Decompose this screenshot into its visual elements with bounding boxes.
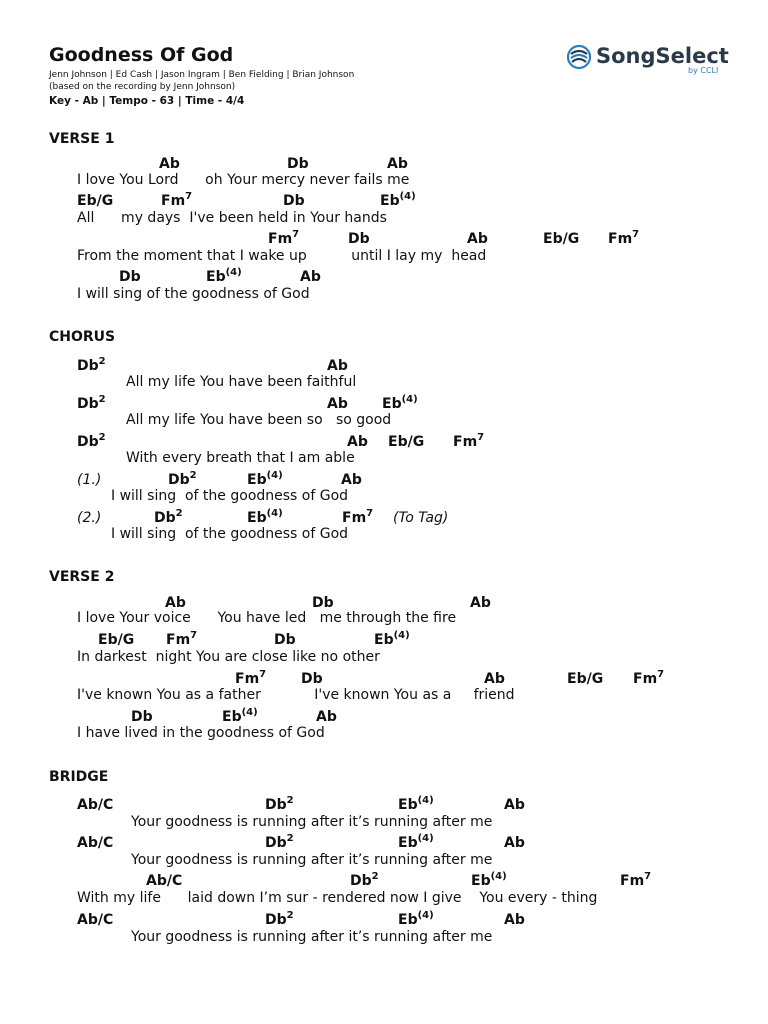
chord <box>247 472 283 488</box>
chord <box>312 595 334 611</box>
chord <box>347 434 368 450</box>
chord-extension: (4) <box>417 910 434 921</box>
section-heading: CHORUS <box>49 329 116 345</box>
chord-extension: 2 <box>286 910 294 921</box>
chord-root: Fm <box>161 193 186 209</box>
chord <box>316 709 337 725</box>
chord-root: Fm <box>268 231 293 247</box>
chord <box>119 269 141 285</box>
key-tempo-time: Key - Ab | Tempo - 63 | Time - 4/4 <box>49 95 245 107</box>
chord-root: Ab <box>300 269 321 285</box>
chord-extension: (4) <box>393 630 410 641</box>
chord-root: Db <box>312 595 334 611</box>
chord-extension: (4) <box>225 267 242 278</box>
chord <box>77 193 113 209</box>
chord-root: Ab <box>341 472 362 488</box>
chord-extension: 7 <box>292 229 300 240</box>
chord <box>380 193 416 209</box>
chord-extension: 2 <box>175 508 183 519</box>
chord-root: Db <box>283 193 305 209</box>
chord <box>166 632 197 648</box>
chord <box>268 231 299 247</box>
ending-marker: (1.) <box>77 472 102 488</box>
chord-root: Eb/G <box>77 193 114 209</box>
chord-root: Fm <box>453 434 478 450</box>
chord-root: Eb/G <box>98 632 135 648</box>
chord <box>484 671 505 687</box>
chord-root: Ab <box>316 709 337 725</box>
chord-root: Fm <box>620 873 645 889</box>
chord-extension: (4) <box>417 795 434 806</box>
chord-root: Eb <box>471 873 491 889</box>
chord <box>504 797 525 813</box>
chord <box>398 835 434 851</box>
chord-root: Fm <box>633 671 658 687</box>
lyric-line: I will sing of the goodness of God <box>77 286 310 302</box>
chord <box>98 632 134 648</box>
chord <box>453 434 484 450</box>
chord-root: Eb/G <box>388 434 425 450</box>
songselect-swirl-icon <box>566 44 592 70</box>
lyric-line: Your goodness is running after it’s running after me <box>131 929 493 945</box>
songselect-logo <box>566 42 729 76</box>
chord-root: Ab <box>504 797 525 813</box>
chord <box>327 396 348 412</box>
chord-root: Db <box>131 709 153 725</box>
chord <box>159 156 180 172</box>
chord-extension: 2 <box>98 356 106 367</box>
chord <box>77 396 106 412</box>
chord <box>467 231 488 247</box>
chord-root: Eb <box>398 797 418 813</box>
chord-root: Eb/G <box>567 671 604 687</box>
chord-root: Db <box>265 797 287 813</box>
lyric-line: All my life You have been so so good <box>126 412 392 428</box>
chord-root: Eb <box>206 269 226 285</box>
chord-extension: 7 <box>477 432 485 443</box>
chord <box>398 797 434 813</box>
chord <box>301 671 323 687</box>
chord-root: Ab <box>467 231 488 247</box>
chord <box>567 671 603 687</box>
chord-extension: (4) <box>399 191 416 202</box>
section-heading: BRIDGE <box>49 769 109 785</box>
chord-root: Fm <box>342 510 367 526</box>
chord <box>341 472 362 488</box>
chord-extension: (4) <box>417 833 434 844</box>
chord <box>470 595 491 611</box>
chord <box>265 797 294 813</box>
chord-extension: (4) <box>490 871 507 882</box>
chord-extension: 7 <box>366 508 374 519</box>
chord-root: Eb <box>398 835 418 851</box>
chord <box>161 193 192 209</box>
chord-extension: 2 <box>286 795 294 806</box>
chord <box>274 632 296 648</box>
chord-root: Db <box>168 472 190 488</box>
chord <box>342 510 373 526</box>
chord-root: Db <box>274 632 296 648</box>
chord-root: Ab <box>327 358 348 374</box>
chord-root: Ab/C <box>77 912 114 928</box>
chord <box>235 671 266 687</box>
chord-extension: 2 <box>286 833 294 844</box>
chord-root: Eb/G <box>543 231 580 247</box>
chord <box>77 835 113 851</box>
lyric-line: With every breath that I am able <box>126 450 355 466</box>
chord-extension: 7 <box>185 191 193 202</box>
chord <box>222 709 258 725</box>
chord-root: Ab <box>165 595 186 611</box>
lyric-line: From the moment that I wake up until I lay my head <box>77 248 487 264</box>
chord-root: Eb <box>247 510 267 526</box>
chord-root: Fm <box>608 231 633 247</box>
chord <box>387 156 408 172</box>
lyric-line: With my life laid down I’m sur - rendered now I give You every - thing <box>77 890 598 906</box>
chord <box>77 797 113 813</box>
direction-note: (To Tag) <box>393 510 449 526</box>
song-title: Goodness Of God <box>49 44 234 66</box>
chord-root: Eb <box>374 632 394 648</box>
lyric-line: All my days I've been held in Your hands <box>77 210 387 226</box>
lyric-line: I will sing of the goodness of God <box>111 526 349 542</box>
chord-root: Eb <box>398 912 418 928</box>
chord-extension: 7 <box>657 669 665 680</box>
lyric-line: All my life You have been faithful <box>126 374 357 390</box>
chord-root: Db <box>301 671 323 687</box>
chord-root: Db <box>348 231 370 247</box>
logo-sub: by CCLI <box>688 66 719 75</box>
chord <box>265 835 294 851</box>
chord <box>247 510 283 526</box>
section-heading: VERSE 1 <box>49 131 115 147</box>
lyric-line: I love You Lord oh Your mercy never fails me <box>77 172 410 188</box>
song-authors: Jenn Johnson | Ed Cash | Jason Ingram | Ben Fielding | Brian Johnson <box>49 70 355 80</box>
chord-root: Ab <box>327 396 348 412</box>
chord-extension: (4) <box>266 508 283 519</box>
chord <box>398 912 434 928</box>
recording-note: (based on the recording by Jenn Johnson) <box>49 82 236 92</box>
chord <box>168 472 197 488</box>
chord <box>388 434 424 450</box>
lyric-line: Your goodness is running after it’s running after me <box>131 852 493 868</box>
chord-root: Ab <box>504 835 525 851</box>
chord <box>154 510 183 526</box>
chord-extension: 7 <box>190 630 198 641</box>
chord-extension: 7 <box>644 871 652 882</box>
chord-root: Ab <box>387 156 408 172</box>
chord <box>633 671 664 687</box>
chord <box>287 156 309 172</box>
chord-root: Ab/C <box>77 797 114 813</box>
chord-root: Db <box>77 358 99 374</box>
chord <box>131 709 153 725</box>
lyric-line: I have lived in the goodness of God <box>77 725 325 741</box>
section-heading: VERSE 2 <box>49 569 115 585</box>
chord <box>206 269 242 285</box>
chord <box>471 873 507 889</box>
logo-text: SongSelect <box>596 44 729 68</box>
chord-root: Eb <box>247 472 267 488</box>
chord <box>350 873 379 889</box>
lyric-line: In darkest night You are close like no other <box>77 649 380 665</box>
chord-root: Ab <box>504 912 525 928</box>
chord-extension: (4) <box>266 470 283 481</box>
chord-root: Ab/C <box>146 873 183 889</box>
chord <box>504 835 525 851</box>
chord-root: Eb <box>222 709 242 725</box>
chord <box>283 193 305 209</box>
chord-root: Ab <box>347 434 368 450</box>
chord-root: Db <box>77 396 99 412</box>
chord <box>77 358 106 374</box>
chord-root: Db <box>350 873 372 889</box>
chord <box>374 632 410 648</box>
chord-root: Ab <box>484 671 505 687</box>
chord <box>327 358 348 374</box>
chord-root: Db <box>287 156 309 172</box>
chord <box>265 912 294 928</box>
chord-root: Ab <box>470 595 491 611</box>
chord <box>77 434 106 450</box>
chord <box>77 912 113 928</box>
chord-root: Db <box>265 912 287 928</box>
chord-extension: (4) <box>241 707 258 718</box>
chord-root: Db <box>119 269 141 285</box>
ending-marker: (2.) <box>77 510 102 526</box>
chord <box>608 231 639 247</box>
chord <box>348 231 370 247</box>
lyric-line: I love Your voice You have led me through the fire <box>77 610 457 626</box>
chord-root: Fm <box>235 671 260 687</box>
chord-extension: 2 <box>371 871 379 882</box>
chord-extension: 2 <box>98 432 106 443</box>
chord-root: Db <box>154 510 176 526</box>
chord-extension: (4) <box>401 394 418 405</box>
chord-root: Fm <box>166 632 191 648</box>
chord-extension: 2 <box>98 394 106 405</box>
chord-root: Ab/C <box>77 835 114 851</box>
chord <box>504 912 525 928</box>
chord <box>382 396 418 412</box>
lyric-line: I will sing of the goodness of God <box>111 488 349 504</box>
chord <box>620 873 651 889</box>
lyric-line: Your goodness is running after it’s running after me <box>131 814 493 830</box>
chord <box>543 231 579 247</box>
chord-root: Db <box>77 434 99 450</box>
chord-root: Ab <box>159 156 180 172</box>
chord-extension: 2 <box>189 470 197 481</box>
chord <box>146 873 182 889</box>
chord <box>300 269 321 285</box>
chord-root: Eb <box>382 396 402 412</box>
chord-extension: 7 <box>632 229 640 240</box>
chord-extension: 7 <box>259 669 267 680</box>
lyric-line: I've known You as a father I've known You as a friend <box>77 687 515 703</box>
chord-root: Eb <box>380 193 400 209</box>
chord-root: Db <box>265 835 287 851</box>
chord <box>165 595 186 611</box>
